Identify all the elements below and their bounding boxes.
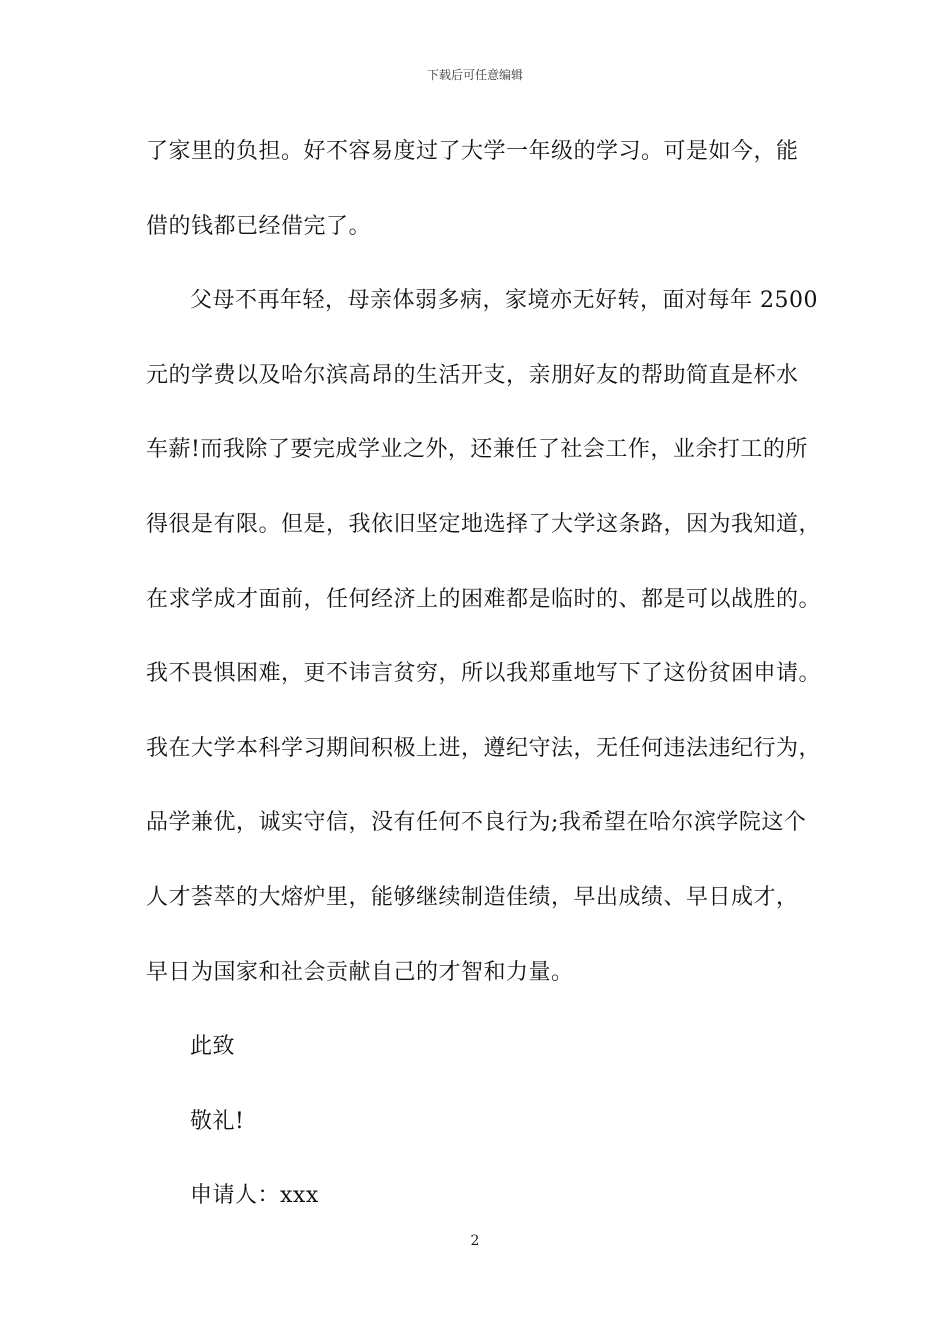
page-number: 2	[470, 1233, 480, 1249]
text-line: 我不畏惧困难，更不讳言贫穷，所以我郑重地写下了这份贫困申请。	[146, 661, 822, 687]
text-line: 早日为国家和社会贡献自己的才智和力量。	[146, 959, 574, 985]
applicant-signature: 申请人：xxx	[190, 1183, 319, 1209]
text-line: 我在大学本科学习期间积极上进，遵纪守法，无任何违法违纪行为，	[146, 735, 822, 761]
closing-regards: 敬礼!	[190, 1108, 245, 1134]
text-line: 在求学成才面前，任何经济上的困难都是临时的、都是可以战胜的。	[146, 586, 822, 612]
paragraph-start-line: 父母不再年轻，母亲体弱多病，家境亦无好转，面对每年 2500	[190, 288, 818, 314]
text-line: 借的钱都已经借完了。	[146, 213, 372, 239]
text-line: 得很是有限。但是，我依旧坚定地选择了大学这条路，因为我知道，	[146, 511, 822, 537]
closing-salutation: 此致	[190, 1034, 236, 1060]
page-header-note: 下载后可任意编辑	[426, 68, 523, 82]
text-line: 车薪!而我除了要完成学业之外，还兼任了社会工作，业余打工的所	[146, 437, 808, 463]
text-line: 元的学费以及哈尔滨高昂的生活开支，亲朋好友的帮助简直是杯水	[146, 362, 799, 388]
text-line: 了家里的负担。好不容易度过了大学一年级的学习。可是如今，能	[146, 139, 799, 164]
letter-body	[146, 128, 826, 1247]
text-line: 人才荟萃的大熔炉里，能够继续制造佳绩，早出成绩、早日成才，	[146, 884, 799, 910]
text-line: 品学兼优，诚实守信，没有任何不良行为;我希望在哈尔滨学院这个	[146, 810, 807, 836]
